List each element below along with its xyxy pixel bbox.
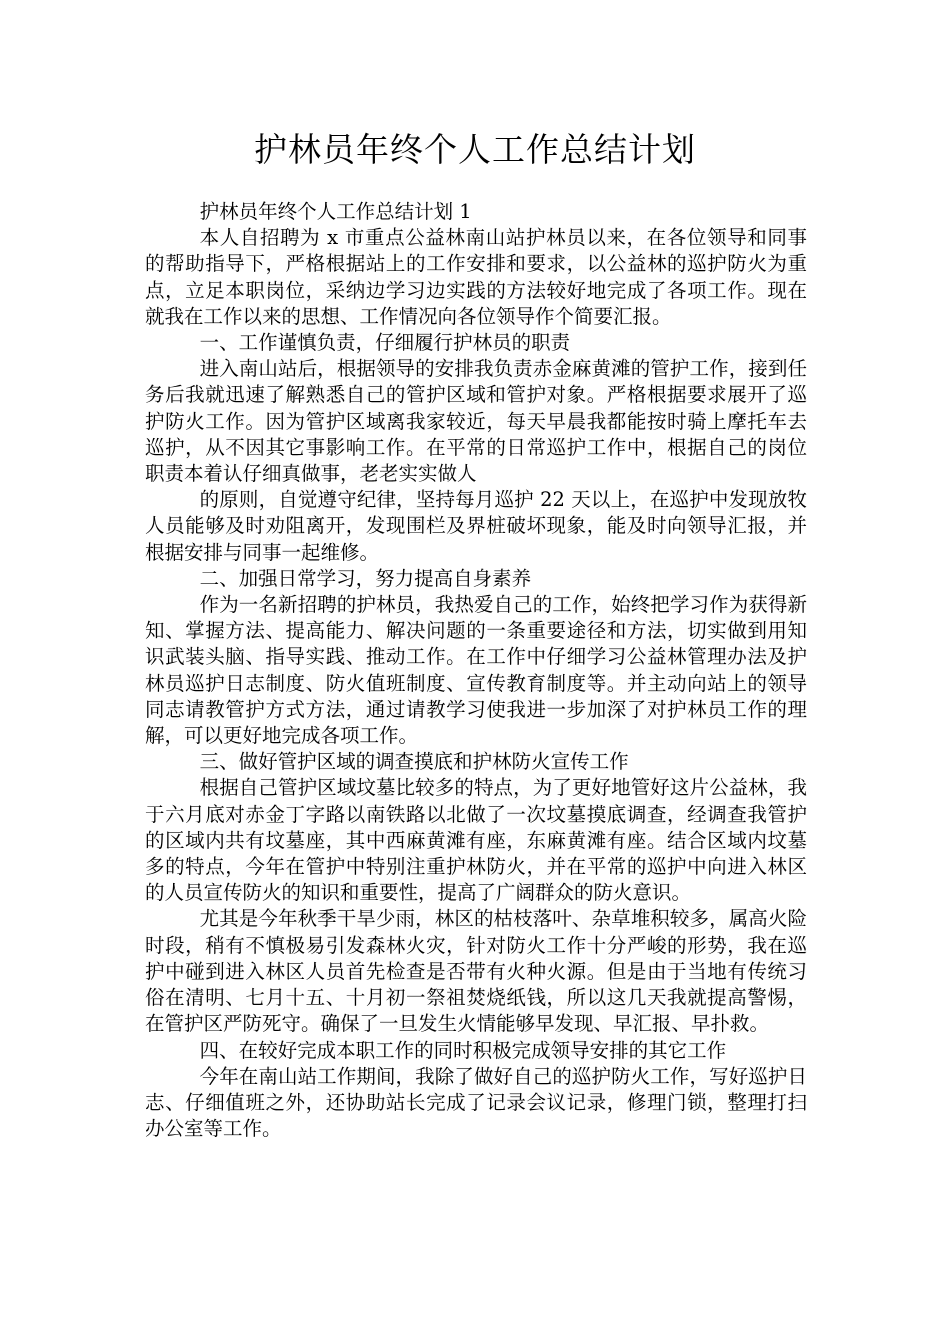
section-heading-2: 一、工作谨慎负责，仔细履行护林员的职责 — [199, 331, 571, 355]
body-paragraph: 进入南山站后，根据领导的安排我负责赤金麻黄滩的管护工作，接到任务后我就迅速了解熟悉自己的管护区域和管护对象。严格根据要求展开了巡护防火工作。因为管护区域离我家较近，每天早晨我都能按时骑上摩托车去巡护，从不因其它事影响工作。在平常的日常巡护工作中，根据自己的岗位职责本着认仔细真做事，老老实实做人 — [145, 357, 807, 486]
body-paragraph: 尤其是今年秋季干旱少雨，林区的枯枝落叶、杂草堆积较多，属高火险时段，稍有不慎极易引发森林火灾，针对防火工作十分严峻的形势，我在巡护中碰到进入林区人员首先检查是否带有火种火源。但是由于当地有传统习俗在清明、七月十五、十月初一祭祖焚烧纸钱，所以这几天我就提高警惕，在管护区严防死守。确保了一旦发生火情能够早发现、早汇报、早扑救。 — [145, 907, 807, 1036]
section-heading-1: 护林员年终个人工作总结计划 1 — [199, 200, 472, 223]
document-body — [145, 199, 807, 1142]
body-paragraph-continued: 的原则，自觉遵守纪律，坚持每月巡护 22 天以上，在巡护中发现放牧人员能够及时劝阻离开，发现围栏及界桩破坏现象，能及时向领导汇报，并根据安排与同事一起维修。 — [145, 488, 807, 564]
document-title: 护林员年终个人工作总结计划 — [254, 130, 696, 169]
section-heading-3: 二、加强日常学习，努力提高自身素养 — [199, 566, 532, 590]
body-paragraph: 今年在南山站工作期间，我除了做好自己的巡护防火工作，写好巡护日志、仔细值班之外，还协助站长完成了记录会议记录，修理门锁，整理打扫办公室等工作。 — [145, 1064, 807, 1141]
intro-paragraph: 本人自招聘为 x 市重点公益林南山站护林员以来，在各位领导和同事的帮助指导下，严格根据站上的工作安排和要求，以公益林的巡护防火为重点，立足本职岗位，采纳边学习边实践的方法较好地完成了各项工作。现在就我在工作以来的思想、工作情况向各位领导作个简要汇报。 — [145, 226, 807, 328]
body-paragraph: 作为一名新招聘的护林员，我热爱自己的工作，始终把学习作为获得新知、掌握方法、提高能力、解决问题的一条重要途径和方法，切实做到用知识武装头脑、指导实践、推动工作。在工作中仔细学习公益林管理办法及护林员巡护日志制度、防火值班制度、宣传教育制度等。并主动向站上的领导同志请教管护方式方法，通过请教学习使我进一步加深了对护林员工作的理解，可以更好地完成各项工作。 — [145, 593, 807, 748]
section-heading-5: 四、在较好完成本职工作的同时积极完成领导安排的其它工作 — [199, 1038, 727, 1062]
section-heading-4: 三、做好管护区域的调查摸底和护林防火宣传工作 — [199, 750, 629, 774]
body-paragraph: 根据自己管护区域坟墓比较多的特点，为了更好地管好这片公益林，我于六月底对赤金丁字路以南铁路以北做了一次坟墓摸底调查，经调查我管护的区域内共有坟墓座，其中西麻黄滩有座，东麻黄滩有座。结合区域内坟墓多的特点，今年在管护中特别注重护林防火，并在平常的巡护中向进入林区的人员宣传防火的知识和重要性，提高了广阔群众的防火意识。 — [145, 776, 807, 905]
